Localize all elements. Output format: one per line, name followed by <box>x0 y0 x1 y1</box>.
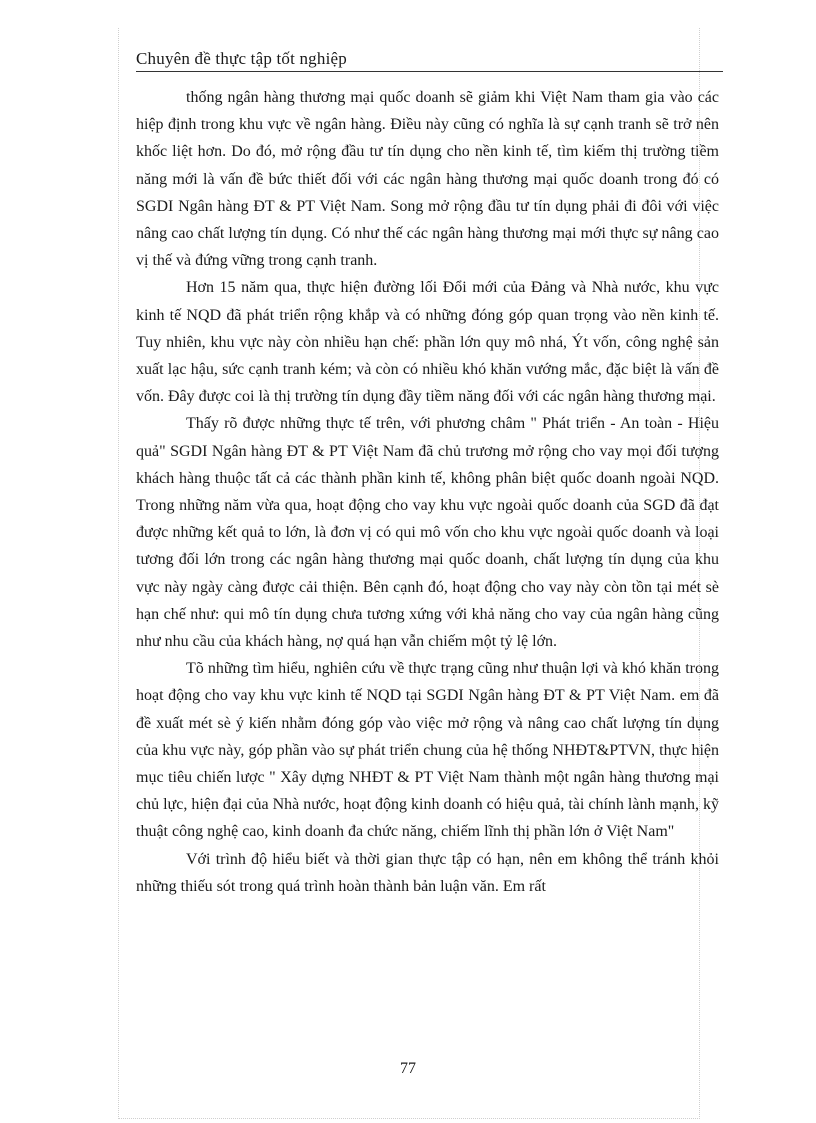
paragraph-5: Với trình độ hiểu biết và thời gian thực tập có hạn, nên em không thể tránh khỏi những thiếu sót trong quá trình hoàn thành bản luận văn. Em rất <box>136 850 719 895</box>
paragraph-1: thống ngân hàng thương mại quốc doanh sẽ giảm khi Việt Nam tham gia vào các hiệp định trong khu vực về ngân hàng. Điều này cũng có nghĩa là sự cạnh tranh sẽ trở nên khốc liệt hơn. Do đó, mở rộng đầu tư tín dụng cho nền kinh tế, tìm kiếm thị trường tiềm năng mới là vấn đề bức thiết đối với các ngân hàng thương mại quốc doanh trong đó có SGDI Ngân hàng ĐT & PT Việt Nam. Song mở rộng đầu tư tín dụng phải đi đôi với việc nâng cao chất lượng tín dụng. Có như thế các ngân hàng thương mại mới thực sự nâng cao vị thế và đứng vững trong cạnh tranh. <box>136 89 719 270</box>
paragraph-3: Thấy rõ được những thực tế trên, với phương châm " Phát triển - An toàn - Hiệu quả" SGDI Ngân hàng ĐT & PT Việt Nam đã chủ trương mở rộng cho vay mọi đối tượng khách hàng thuộc tất cả các thành phần kinh tế, không phân biệt quốc doanh ngoài NQD. Trong những năm vừa qua, hoạt động cho vay khu vực ngoài quốc doanh của SGD đã đạt được những kết quả to lớn, là đơn vị có qui mô vốn cho khu vực ngoài quốc doanh và loại tương đối lớn trong các ngân hàng thương mại quốc doanh, chất lượng tín dụng của khu vực này ngày càng được cải thiện. Bên cạnh đó, hoạt động cho vay này còn tồn tại mét sè hạn chế như: qui mô tín dụng chưa tương xứng với khả năng cho vay của ngân hàng cũng như nhu cầu của khách hàng, nợ quá hạn vẫn chiếm một tỷ lệ lớn. <box>136 415 719 651</box>
header-title: Chuyên đề thực tập tốt nghiệp <box>136 49 347 68</box>
page-number: 77 <box>400 1060 416 1077</box>
paragraph-4: Tõ những tìm hiểu, nghiên cứu về thực trạng cũng như thuận lợi và khó khăn trong hoạt động cho vay khu vực kinh tế NQD tại SGDI Ngân hàng ĐT & PT Việt Nam. em đã đề xuất mét sè ý kiến nhằm đóng góp vào việc mở rộng và nâng cao chất lượng tín dụng của khu vực này, góp phần vào sự phát triển chung của hệ thống NHĐT&PTVN, thực hiện mục tiêu chiến lược " Xây dựng NHĐT & PT Việt Nam thành một ngân hàng thương mại chủ lực, hiện đại của Nhà nước, hoạt động kinh doanh có hiệu quả, tài chính lành mạnh, kỹ thuật công nghệ cao, kinh doanh đa chức năng, chiếm lĩnh thị phần lớn ở Việt Nam" <box>136 660 719 841</box>
body-text <box>136 84 719 900</box>
running-header <box>136 48 723 72</box>
paragraph-2: Hơn 15 năm qua, thực hiện đường lối Đổi mới của Đảng và Nhà nước, khu vực kinh tế NQD đã phát triển rộng khắp và có những đóng góp quan trọng vào nền kinh tế. Tuy nhiên, khu vực này còn nhiều hạn chế: phần lớn quy mô nhá, Ýt vốn, công nghệ sản xuất lạc hậu, sức cạnh tranh kém; và còn có nhiều khó khăn vướng mắc, đặc biệt là vấn đề vốn. Đây được coi là thị trường tín dụng đầy tiềm năng đối với các ngân hàng thương mại. <box>136 279 719 406</box>
